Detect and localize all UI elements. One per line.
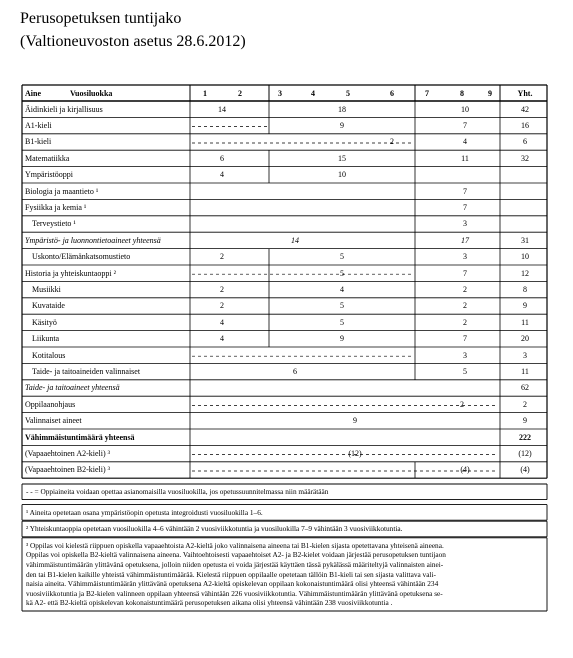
cell-v79: 7 bbox=[463, 202, 467, 212]
cell-yht: 10 bbox=[521, 252, 529, 262]
cell-v16: 6 bbox=[293, 366, 297, 376]
cell-v79: 2 bbox=[463, 284, 467, 294]
footnote-line: den tai B1-kielen kaikille yhteistä vähimmäistuntimäärää. Kielestä riippuen oppilaalle opetetaan tällöin B1-kieli tai sen sijasta valittava vali- bbox=[26, 569, 436, 579]
header-aine: Aine bbox=[25, 89, 41, 98]
cell-yht: 3 bbox=[523, 350, 527, 360]
cell-v12: 2 bbox=[220, 301, 224, 311]
cell-v19: (12) bbox=[348, 448, 362, 458]
header-grade-4: 4 bbox=[311, 89, 315, 98]
cell-v36: 5 bbox=[340, 301, 344, 311]
footnote-line: Oppilas voi opiskella B2-kieltä valinnaisena aineena. Vaihtoehtoisesti vapaaehtoiset A2- ja B2-kielet voidaan järjestää perusopetuksen tuntijaon bbox=[26, 550, 446, 560]
cell-v36: 5 bbox=[340, 317, 344, 327]
row-label: Äidinkieli ja kirjallisuus bbox=[25, 104, 103, 114]
cell-yht: 9 bbox=[523, 416, 527, 426]
row-label: Valinnaiset aineet bbox=[25, 416, 82, 426]
row-label: B1-kieli bbox=[25, 137, 52, 147]
row-label: (Vapaaehtoinen A2-kieli) ³ bbox=[25, 448, 111, 458]
cell-v79: 3 bbox=[463, 252, 467, 262]
header-grade-1: 1 bbox=[203, 89, 207, 98]
cell-v12: 14 bbox=[218, 104, 226, 114]
cell-v36: 10 bbox=[338, 170, 346, 180]
cell-v79: 2 bbox=[463, 317, 467, 327]
row-label: Terveystieto ¹ bbox=[32, 219, 76, 229]
row-label: Ympäristö- ja luonnontietoaineet yhteensä bbox=[25, 235, 161, 245]
footnote-line: kä A2- että B2-kieltä opiskelevan kokonaistuntimäärä perusopetuksen aikana olisi yhteensä vähintään 238 vuosiviikkotuntia . bbox=[26, 598, 393, 608]
cell-yht: (12) bbox=[518, 448, 532, 458]
row-label: Vähimmäistuntimäärä yhteensä bbox=[25, 432, 135, 442]
row-label: A1-kieli bbox=[25, 120, 52, 130]
cell-v6: 2 bbox=[390, 137, 394, 147]
cell-v36: 9 bbox=[340, 334, 344, 344]
row-label: Musiikki bbox=[32, 284, 61, 294]
footnote-line: ³ Oppilas voi kielestä riippuen opiskella vapaaehtoista A2-kieltä joko valinnaisena aineena tai B1-kielen sijasta opetettavana yhteisenä aineena. bbox=[26, 540, 444, 550]
cell-v79: (4) bbox=[460, 465, 470, 475]
cell-yht: 12 bbox=[521, 268, 529, 278]
row-label: Taide- ja taitoaineiden valinnaiset bbox=[32, 366, 141, 376]
cell-yht: (4) bbox=[520, 465, 530, 475]
row-label: Fysiikka ja kemia ¹ bbox=[25, 202, 87, 212]
header-yht: Yht. bbox=[517, 89, 533, 98]
row-label: Kotitalous bbox=[32, 350, 66, 360]
cell-yht: 31 bbox=[521, 235, 529, 245]
cell-yht: 11 bbox=[521, 366, 529, 376]
cell-v36: 4 bbox=[340, 284, 344, 294]
row-label: Taide- ja taitoaineet yhteensä bbox=[25, 383, 120, 393]
page-title: Perusopetuksen tuntijako bbox=[20, 10, 182, 27]
footnote-line: ¹ Aineita opetetaan osana ympäristöopin opetusta integroidusti vuosiluokilla 1–6. bbox=[26, 507, 263, 517]
footnote-2 bbox=[26, 524, 543, 534]
cell-v12: 6 bbox=[220, 153, 224, 163]
footnote-line: vähimmäistuntimäärän ylittävänä opetuksena, jolloin niiden opetusta ei voida järjestää käyttäen tässä pykälässä määriteltyjä valinnaisten ainei- bbox=[26, 559, 444, 569]
cell-v89: 2 bbox=[460, 399, 464, 409]
footnote-0 bbox=[26, 487, 543, 497]
cell-yht: 62 bbox=[521, 383, 529, 393]
cell-yht: 11 bbox=[521, 317, 529, 327]
row-label: Historia ja yhteiskuntaoppi ² bbox=[25, 268, 117, 278]
header-grade-7: 7 bbox=[425, 89, 429, 98]
row-label: (Vapaaehtoinen B2-kieli) ³ bbox=[25, 465, 111, 475]
cell-v79: 2 bbox=[463, 301, 467, 311]
cell-v36: 5 bbox=[340, 268, 344, 278]
cell-v79: 5 bbox=[463, 366, 467, 376]
cell-v79: 17 bbox=[461, 235, 469, 245]
footnote-3 bbox=[26, 541, 543, 608]
cell-v79: 7 bbox=[463, 186, 467, 196]
header-grade-9: 9 bbox=[488, 89, 492, 98]
row-label: Matematiikka bbox=[25, 153, 70, 163]
cell-v79: 11 bbox=[461, 153, 469, 163]
cell-yht: 2 bbox=[523, 399, 527, 409]
cell-v79: 10 bbox=[461, 104, 469, 114]
cell-v36: 5 bbox=[340, 252, 344, 262]
header-grade-3: 3 bbox=[278, 89, 282, 98]
footnote-line: vuosiviikkotuntia ja B2-kielen valinneen oppilaan yhteensä vähintään 226 vuosiviikkotuntia. Vähimmäistuntimäärän ylittävänä opetuksena se- bbox=[26, 588, 443, 598]
footnote-line: ² Yhteiskuntaoppia opetetaan vuosiluokilla 4–6 vähintään 2 vuosiviikkotuntia ja vuosiluokilla 7–9 vähintään 3 vuosiviikkotuntia. bbox=[26, 524, 403, 534]
footnote-line: - - = Oppiaineita voidaan opettaa asianomaisilla vuosiluokilla, jos opetussuunnitelmassa niin määrätään bbox=[26, 487, 329, 496]
cell-v12: 4 bbox=[220, 334, 224, 344]
header-grade-6: 6 bbox=[390, 89, 394, 98]
row-label: Uskonto/Elämänkatsomustieto bbox=[32, 252, 131, 262]
cell-yht: 20 bbox=[521, 334, 529, 344]
row-label: Käsityö bbox=[32, 317, 57, 327]
footnote-line: naisia aineita. Vähimmäistuntimäärän ylittävänä opetuksena A2-kieltä opiskelevan oppilaan kokonaistuntimäärä olisi yhteensä vähintään 234 bbox=[26, 579, 439, 589]
header-grade-2: 2 bbox=[238, 89, 242, 98]
cell-v12: 4 bbox=[220, 170, 224, 180]
cell-yht: 16 bbox=[521, 120, 529, 130]
cell-v12: 2 bbox=[220, 252, 224, 262]
header-grade-5: 5 bbox=[346, 89, 350, 98]
page-subtitle: (Valtioneuvoston asetus 28.6.2012) bbox=[20, 33, 246, 50]
header-grade-8: 8 bbox=[460, 89, 464, 98]
cell-v79: 4 bbox=[463, 137, 467, 147]
cell-v79: 3 bbox=[463, 350, 467, 360]
row-label: Kuvataide bbox=[32, 301, 65, 311]
cell-v16: 14 bbox=[291, 235, 299, 245]
cell-v79: 3 bbox=[463, 219, 467, 229]
cell-v79: 7 bbox=[463, 268, 467, 278]
cell-v12: 4 bbox=[220, 317, 224, 327]
row-label: Liikunta bbox=[32, 334, 60, 344]
cell-v36: 15 bbox=[338, 153, 346, 163]
cell-v19: 9 bbox=[353, 416, 357, 426]
row-label: Oppilaanohjaus bbox=[25, 399, 76, 409]
cell-v79: 7 bbox=[463, 334, 467, 344]
cell-v79: 7 bbox=[463, 120, 467, 130]
cell-yht: 222 bbox=[519, 432, 531, 442]
cell-v12: 2 bbox=[220, 284, 224, 294]
header-vuosiluokka: Vuosiluokka bbox=[70, 89, 113, 98]
row-label: Biologia ja maantieto ¹ bbox=[25, 186, 99, 196]
cell-yht: 32 bbox=[521, 153, 529, 163]
cell-v36: 9 bbox=[340, 120, 344, 130]
cell-yht: 42 bbox=[521, 104, 529, 114]
cell-yht: 9 bbox=[523, 301, 527, 311]
cell-yht: 6 bbox=[523, 137, 527, 147]
cell-v36: 18 bbox=[338, 104, 346, 114]
footnote-1 bbox=[26, 508, 543, 518]
cell-yht: 8 bbox=[523, 284, 527, 294]
row-label: Ympäristöoppi bbox=[25, 170, 73, 180]
